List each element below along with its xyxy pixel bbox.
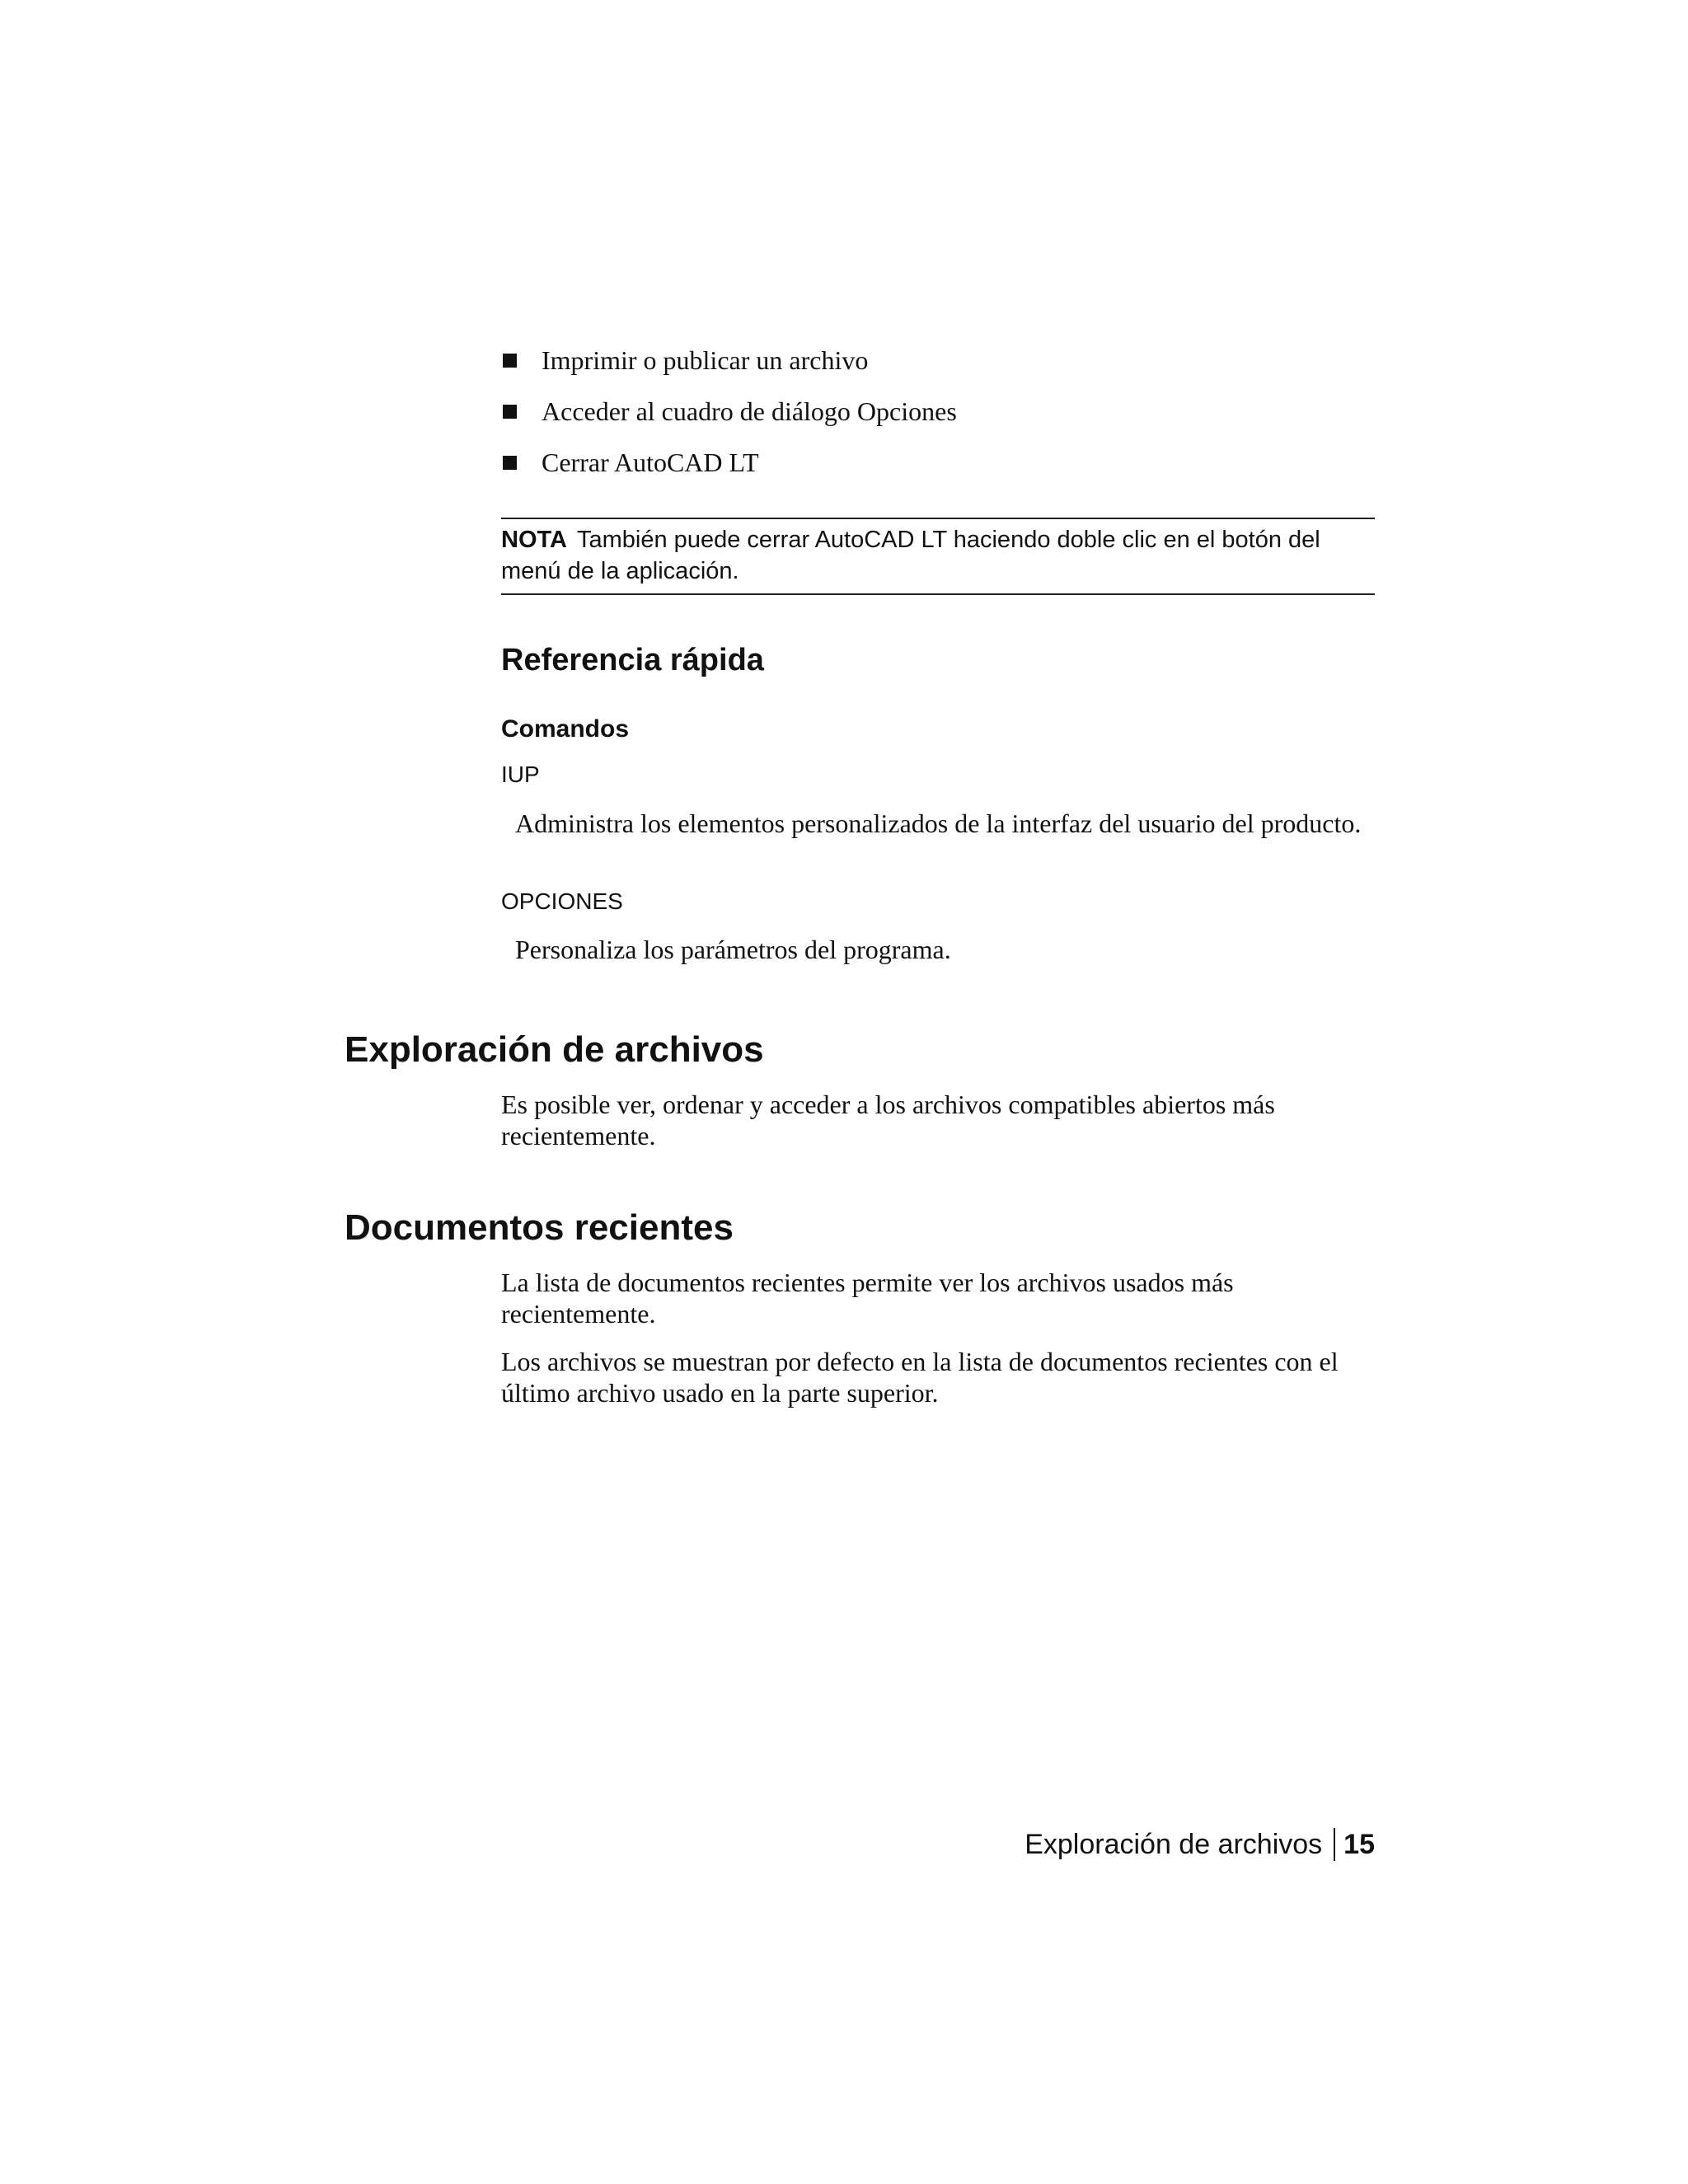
command-name: OPCIONES bbox=[501, 888, 623, 914]
command-description: Personaliza los parámetros del programa. bbox=[515, 935, 951, 964]
commands-heading: Comandos bbox=[501, 715, 630, 743]
list-item-text: Cerrar AutoCAD LT bbox=[542, 448, 759, 477]
bullet-square-icon bbox=[503, 405, 517, 419]
list-item bbox=[501, 344, 1375, 376]
footer-section-title: Exploración de archivos bbox=[1025, 1829, 1323, 1860]
list-item-text: Acceder al cuadro de diálogo Opciones bbox=[542, 396, 957, 426]
section-title-recent: Documentos recientes bbox=[345, 1207, 734, 1248]
section-paragraph: Los archivos se muestran por defecto en la lista de documentos recientes con el último archivo usado en la parte superior. bbox=[501, 1347, 1339, 1408]
note-label: NOTA bbox=[501, 527, 568, 553]
list-item-text: Imprimir o publicar un archivo bbox=[542, 345, 869, 375]
section-title-explore: Exploración de archivos bbox=[345, 1029, 764, 1070]
bullet-square-icon bbox=[503, 456, 517, 470]
section-body-explore: Es posible ver, ordenar y acceder a los archivos compatibles abiertos más recientemente. bbox=[501, 1090, 1275, 1151]
footer-divider bbox=[1334, 1828, 1335, 1861]
page-footer bbox=[1025, 1826, 1375, 1863]
command-name: IUP bbox=[501, 762, 540, 787]
section-paragraph: La lista de documentos recientes permite ver los archivos usados más recientemente. bbox=[501, 1268, 1234, 1329]
list-item bbox=[501, 396, 1375, 427]
page-number: 15 bbox=[1343, 1829, 1375, 1860]
quick-reference-title: Referencia rápida bbox=[501, 643, 764, 677]
list-item bbox=[501, 447, 1375, 478]
bullet-square-icon bbox=[503, 354, 517, 368]
bullet-list bbox=[501, 344, 1375, 498]
command-description: Administra los elementos personalizados de la interfaz del usuario del producto. bbox=[515, 808, 1362, 838]
note-text: También puede cerrar AutoCAD LT haciendo doble clic en el botón del menú de la aplicación. bbox=[501, 527, 1320, 584]
note-box bbox=[501, 518, 1375, 595]
